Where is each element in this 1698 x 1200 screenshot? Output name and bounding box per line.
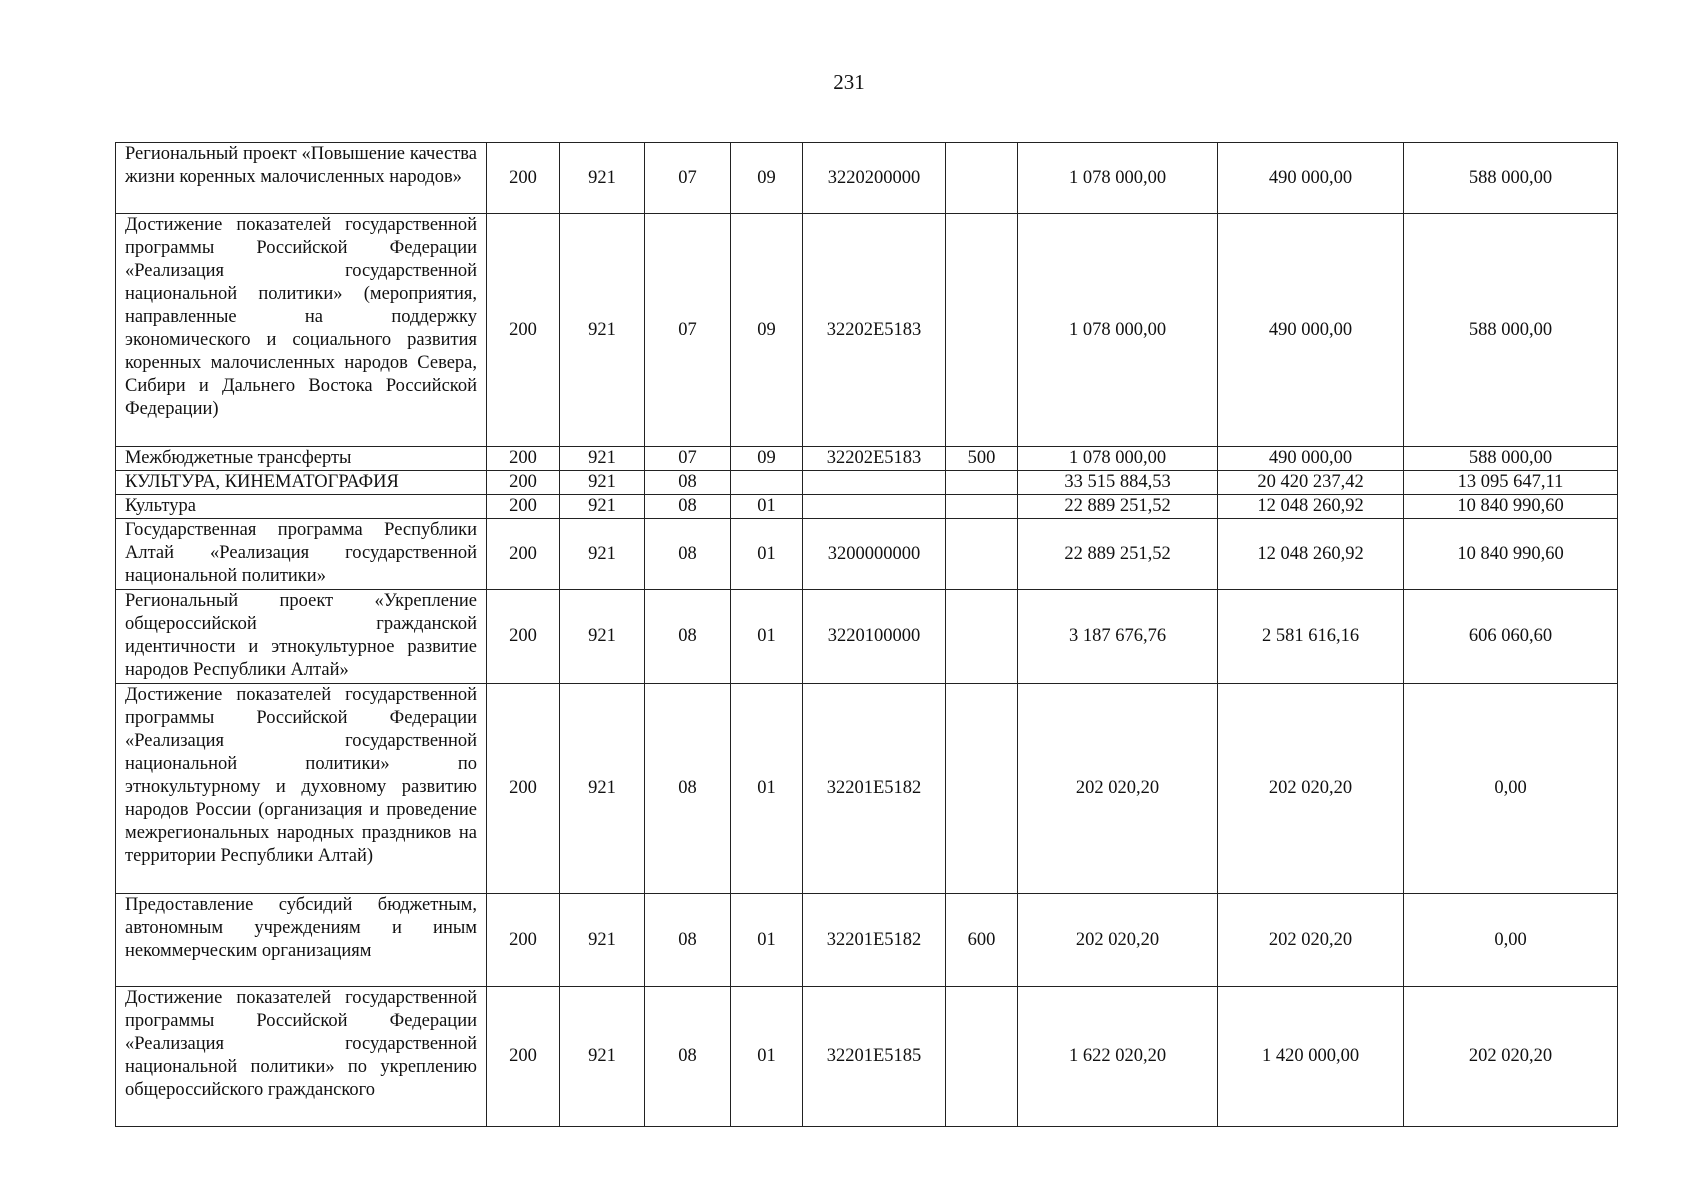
row-name: Достижение показателей государственной программы Российской Федерации «Реализация государственной национальной политики» по этнокультурному и духовному развитию народов России (организация и проведение межрегиональных народных праздников на территории Республики Алтай) xyxy=(116,684,487,894)
code-cell: 921 xyxy=(560,214,645,447)
amount-cell: 10 840 990,60 xyxy=(1404,495,1618,519)
amount-cell: 13 095 647,11 xyxy=(1404,471,1618,495)
amount-cell: 12 048 260,92 xyxy=(1218,519,1404,590)
code-cell: 09 xyxy=(731,447,803,471)
code-cell: 3200000000 xyxy=(803,519,946,590)
code-cell: 921 xyxy=(560,495,645,519)
table-row xyxy=(116,684,1618,894)
code-cell: 01 xyxy=(731,684,803,894)
row-name: Достижение показателей государственной программы Российской Федерации «Реализация государственной национальной политики» (мероприятия, направленные на поддержку экономического и социального развития коренных малочисленных народов Севера, Сибири и Дальнего Востока Российской Федерации) xyxy=(116,214,487,447)
amount-cell: 202 020,20 xyxy=(1218,894,1404,987)
amount-cell: 490 000,00 xyxy=(1218,447,1404,471)
amount-cell: 1 622 020,20 xyxy=(1018,987,1218,1127)
table-row xyxy=(116,447,1618,471)
code-cell: 500 xyxy=(946,447,1018,471)
code-cell xyxy=(946,519,1018,590)
code-cell xyxy=(731,471,803,495)
code-cell: 09 xyxy=(731,143,803,214)
code-cell: 200 xyxy=(487,894,560,987)
amount-cell: 10 840 990,60 xyxy=(1404,519,1618,590)
amount-cell: 588 000,00 xyxy=(1404,447,1618,471)
table-row xyxy=(116,590,1618,684)
code-cell: 921 xyxy=(560,987,645,1127)
amount-cell: 202 020,20 xyxy=(1018,684,1218,894)
code-cell: 01 xyxy=(731,495,803,519)
code-cell: 09 xyxy=(731,214,803,447)
row-name: Межбюджетные трансферты xyxy=(116,447,487,471)
code-cell: 08 xyxy=(645,684,731,894)
amount-cell: 1 420 000,00 xyxy=(1218,987,1404,1127)
amount-cell: 22 889 251,52 xyxy=(1018,495,1218,519)
code-cell xyxy=(803,471,946,495)
code-cell: 01 xyxy=(731,987,803,1127)
code-cell: 01 xyxy=(731,894,803,987)
row-name: Культура xyxy=(116,495,487,519)
amount-cell: 588 000,00 xyxy=(1404,143,1618,214)
code-cell: 200 xyxy=(487,987,560,1127)
code-cell xyxy=(946,214,1018,447)
code-cell: 921 xyxy=(560,447,645,471)
code-cell: 32202E5183 xyxy=(803,447,946,471)
code-cell: 921 xyxy=(560,471,645,495)
code-cell: 01 xyxy=(731,590,803,684)
code-cell: 08 xyxy=(645,894,731,987)
table-row xyxy=(116,143,1618,214)
amount-cell: 33 515 884,53 xyxy=(1018,471,1218,495)
code-cell: 01 xyxy=(731,519,803,590)
code-cell: 3220100000 xyxy=(803,590,946,684)
page-number: 231 xyxy=(833,70,865,94)
code-cell: 921 xyxy=(560,684,645,894)
code-cell: 32201E5185 xyxy=(803,987,946,1127)
code-cell: 08 xyxy=(645,590,731,684)
amount-cell: 0,00 xyxy=(1404,894,1618,987)
code-cell: 600 xyxy=(946,894,1018,987)
table-row xyxy=(116,519,1618,590)
code-cell: 921 xyxy=(560,143,645,214)
code-cell: 200 xyxy=(487,684,560,894)
code-cell: 32201E5182 xyxy=(803,684,946,894)
amount-cell: 0,00 xyxy=(1404,684,1618,894)
code-cell: 200 xyxy=(487,590,560,684)
amount-cell: 1 078 000,00 xyxy=(1018,447,1218,471)
code-cell xyxy=(946,987,1018,1127)
table-row xyxy=(116,987,1618,1127)
code-cell: 200 xyxy=(487,214,560,447)
row-name: Региональный проект «Повышение качества жизни коренных малочисленных народов» xyxy=(116,143,487,214)
amount-cell: 202 020,20 xyxy=(1218,684,1404,894)
code-cell xyxy=(946,590,1018,684)
code-cell: 200 xyxy=(487,447,560,471)
code-cell: 921 xyxy=(560,590,645,684)
row-name: Государственная программа Республики Алтай «Реализация государственной национальной политики» xyxy=(116,519,487,590)
table-row xyxy=(116,495,1618,519)
amount-cell: 606 060,60 xyxy=(1404,590,1618,684)
code-cell: 200 xyxy=(487,143,560,214)
code-cell xyxy=(946,471,1018,495)
code-cell: 08 xyxy=(645,471,731,495)
table-row xyxy=(116,894,1618,987)
code-cell: 200 xyxy=(487,495,560,519)
code-cell: 200 xyxy=(487,471,560,495)
amount-cell: 588 000,00 xyxy=(1404,214,1618,447)
table-row xyxy=(116,214,1618,447)
amount-cell: 2 581 616,16 xyxy=(1218,590,1404,684)
amount-cell: 490 000,00 xyxy=(1218,143,1404,214)
amount-cell: 3 187 676,76 xyxy=(1018,590,1218,684)
code-cell: 08 xyxy=(645,987,731,1127)
code-cell: 07 xyxy=(645,214,731,447)
row-name: Достижение показателей государственной программы Российской Федерации «Реализация государственной национальной политики» по укреплению общероссийского гражданского xyxy=(116,987,487,1127)
code-cell: 08 xyxy=(645,519,731,590)
row-name: Предоставление субсидий бюджетным, автономным учреждениям и иным некоммерческим организациям xyxy=(116,894,487,987)
amount-cell: 1 078 000,00 xyxy=(1018,143,1218,214)
code-cell: 07 xyxy=(645,447,731,471)
code-cell xyxy=(803,495,946,519)
code-cell: 32202E5183 xyxy=(803,214,946,447)
amount-cell: 12 048 260,92 xyxy=(1218,495,1404,519)
code-cell: 921 xyxy=(560,519,645,590)
code-cell: 08 xyxy=(645,495,731,519)
amount-cell: 202 020,20 xyxy=(1018,894,1218,987)
code-cell xyxy=(946,143,1018,214)
code-cell xyxy=(946,684,1018,894)
amount-cell: 20 420 237,42 xyxy=(1218,471,1404,495)
amount-cell: 22 889 251,52 xyxy=(1018,519,1218,590)
row-name: Региональный проект «Укрепление общероссийской гражданской идентичности и этнокультурное развитие народов Республики Алтай» xyxy=(116,590,487,684)
code-cell: 32201E5182 xyxy=(803,894,946,987)
code-cell: 921 xyxy=(560,894,645,987)
code-cell: 200 xyxy=(487,519,560,590)
amount-cell: 202 020,20 xyxy=(1404,987,1618,1127)
amount-cell: 490 000,00 xyxy=(1218,214,1404,447)
table-row xyxy=(116,471,1618,495)
section-name: КУЛЬТУРА, КИНЕМАТОГРАФИЯ xyxy=(116,471,487,495)
code-cell xyxy=(946,495,1018,519)
amount-cell: 1 078 000,00 xyxy=(1018,214,1218,447)
code-cell: 3220200000 xyxy=(803,143,946,214)
code-cell: 07 xyxy=(645,143,731,214)
budget-table xyxy=(115,142,1618,1127)
